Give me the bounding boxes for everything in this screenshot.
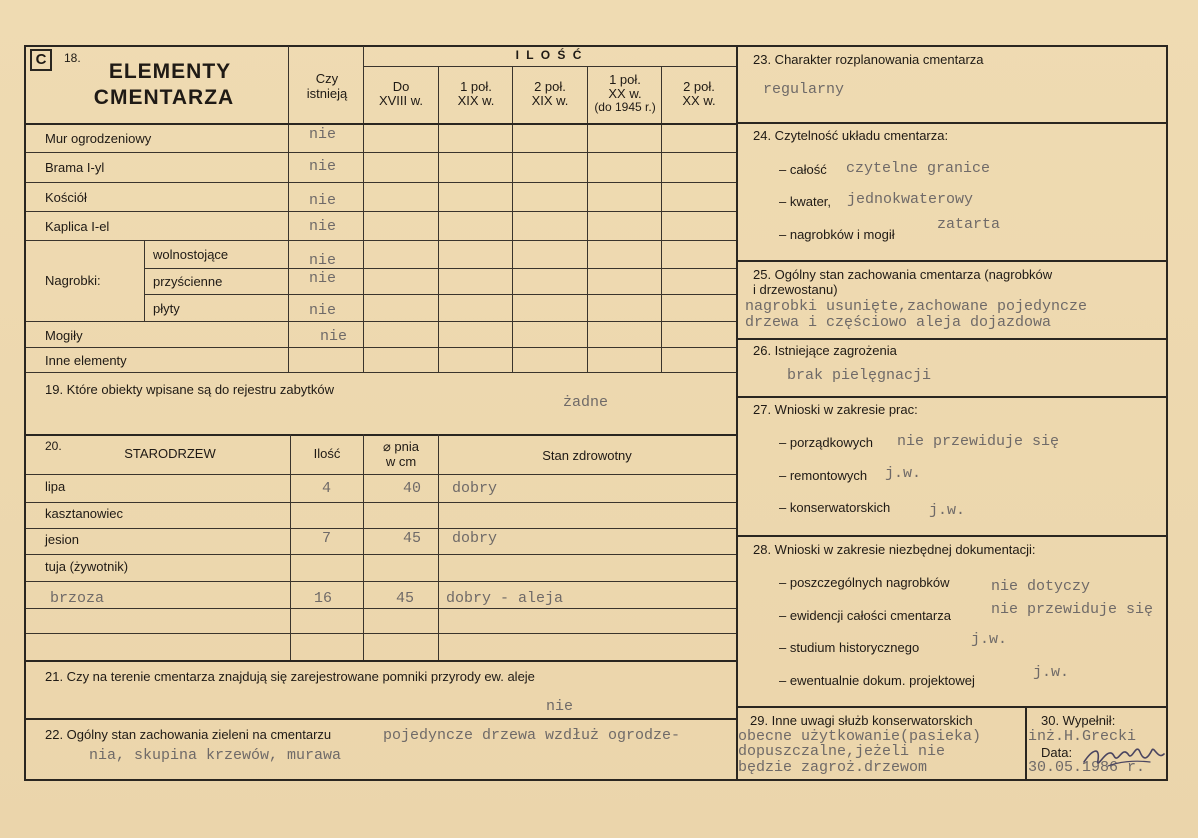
- section-title: STARODRZEW: [124, 446, 216, 461]
- item-label: – konserwatorskich: [779, 500, 891, 515]
- row-label: Kościół: [45, 190, 87, 205]
- column-header: XIX w.: [457, 93, 495, 108]
- typed-value: dopuszczalne,jeżeli nie: [738, 743, 946, 760]
- tree-name: lipa: [45, 479, 66, 494]
- grid-line: [26, 182, 736, 183]
- item-label: – całość: [779, 162, 827, 177]
- grid-line: [737, 706, 1167, 708]
- column-header: XX w.: [682, 93, 716, 108]
- grid-line: [26, 211, 736, 212]
- grid-line: [26, 581, 736, 582]
- item-label: – ewidencji całości cmentarza: [779, 608, 951, 623]
- column-header: 1 poł.: [460, 79, 492, 94]
- column-header: w cm: [385, 454, 417, 469]
- typed-value: nie dotyczy: [991, 578, 1091, 595]
- grid-line: [26, 608, 736, 609]
- tree-name: tuja (żywotnik): [45, 559, 129, 574]
- card-letter: C: [30, 49, 52, 71]
- grid-line: [26, 123, 736, 125]
- section-label: 23. Charakter rozplanowania cmentarza: [753, 52, 984, 67]
- section-number: 20.: [45, 439, 62, 453]
- grid-line: [26, 347, 736, 348]
- column-header: I L O Ś Ć: [515, 48, 584, 62]
- typed-value: inż.H.Grecki: [1028, 728, 1137, 745]
- typed-value: pojedyncze drzewa wzdłuż ogrodze-: [383, 727, 681, 744]
- typed-value: czytelne granice: [846, 160, 991, 177]
- tree-name: kasztanowiec: [45, 506, 124, 521]
- grid-line: [737, 535, 1167, 537]
- row-label: przyścienne: [153, 274, 223, 289]
- typed-value: nie przewiduje się: [991, 601, 1154, 618]
- column-header: istnieją: [306, 86, 348, 101]
- grid-line: [26, 718, 736, 720]
- section-label: 26. Istniejące zagrożenia: [753, 343, 897, 358]
- column-header: Do: [392, 79, 410, 94]
- grid-line: [26, 660, 736, 662]
- grid-line: [26, 528, 736, 529]
- grid-line: [144, 268, 736, 269]
- typed-value: 30.05.1986 r.: [1028, 759, 1146, 776]
- grid-line: [438, 434, 439, 660]
- column-divider: [736, 46, 738, 780]
- typed-value: będzie zagroż.drzewom: [738, 759, 928, 776]
- grid-line: [737, 396, 1167, 398]
- grid-line: [438, 66, 439, 372]
- section-label: 21. Czy na terenie cmentarza znajdują się zarejestrowane pomniki przyrody ew. aleje: [45, 669, 535, 684]
- typed-value: nie: [546, 698, 574, 715]
- section-title: CMENTARZA: [93, 86, 235, 109]
- grid-line: [144, 294, 736, 295]
- grid-line: [26, 554, 736, 555]
- item-label: – ewentualnie dokum. projektowej: [779, 673, 975, 688]
- item-label: – porządkowych: [779, 435, 873, 450]
- typed-value: dobry: [452, 530, 498, 547]
- typed-value: dobry - aleja: [446, 590, 564, 607]
- typed-value: nie: [309, 302, 337, 319]
- typed-value: nie: [309, 270, 337, 287]
- grid-line: [737, 122, 1167, 124]
- item-label: – poszczególnych nagrobków: [779, 575, 950, 590]
- typed-value: 16: [314, 590, 333, 607]
- typed-value: 45: [396, 590, 415, 607]
- typed-value: nie: [320, 328, 348, 345]
- column-header: XX w.: [608, 86, 642, 101]
- typed-value: nie: [309, 218, 337, 235]
- tree-name: brzoza: [50, 590, 105, 607]
- typed-value: 4: [322, 480, 332, 497]
- row-label: Mogiły: [45, 328, 83, 343]
- grid-line: [737, 260, 1167, 262]
- section-title: ELEMENTY: [108, 60, 232, 83]
- grid-line: [26, 502, 736, 503]
- typed-value: 45: [403, 530, 422, 547]
- typed-value: obecne użytkowanie(pasieka): [738, 728, 982, 745]
- tree-name: jesion: [45, 532, 79, 547]
- typed-value: j.w.: [971, 631, 1008, 648]
- typed-value: nia, skupina krzewów, murawa: [89, 747, 342, 764]
- grid-line: [26, 372, 736, 373]
- typed-value: zatarta: [937, 216, 1001, 233]
- column-header: Ilość: [313, 446, 341, 461]
- row-label: Brama I-yl: [45, 160, 105, 175]
- item-label: – remontowych: [779, 468, 868, 483]
- section-label: 27. Wnioski w zakresie prac:: [753, 402, 918, 417]
- section-label: 19. Które obiekty wpisane są do rejestru zabytków: [45, 382, 335, 397]
- row-label: płyty: [153, 301, 180, 316]
- typed-value: j.w.: [1033, 664, 1070, 681]
- section-label: 25. Ogólny stan zachowania cmentarza (nagrobków: [753, 267, 1053, 282]
- typed-value: nie przewiduje się: [897, 433, 1060, 450]
- grid-line: [26, 434, 736, 436]
- row-label: Nagrobki:: [45, 273, 101, 288]
- section-label: 29. Inne uwagi służb konserwatorskich: [750, 713, 973, 728]
- column-header: XIX w.: [531, 93, 569, 108]
- column-header: 2 poł.: [534, 79, 566, 94]
- grid-line: [363, 66, 736, 67]
- handwritten-signature: [1078, 732, 1174, 784]
- row-label: Inne elementy: [45, 353, 127, 368]
- column-header: XVIII w.: [378, 93, 424, 108]
- typed-value: j.w.: [929, 502, 966, 519]
- row-label: Mur ogrodzeniowy: [45, 131, 152, 146]
- section-label: i drzewostanu): [753, 282, 838, 297]
- grid-line: [288, 46, 289, 372]
- column-header: Stan zdrowotny: [542, 448, 632, 463]
- column-header: Czy: [315, 71, 339, 86]
- typed-value: drzewa i częściowo aleja dojazdowa: [745, 314, 1052, 331]
- typed-value: 40: [403, 480, 422, 497]
- section-number: 18.: [64, 51, 81, 65]
- typed-value: dobry: [452, 480, 498, 497]
- typed-value: nagrobki usunięte,zachowane pojedyncze: [745, 298, 1088, 315]
- typed-value: nie: [309, 252, 337, 269]
- row-label: wolnostojące: [153, 247, 229, 262]
- typed-value: brak pielęgnacji: [787, 367, 932, 384]
- grid-line: [737, 338, 1167, 340]
- grid-line: [26, 474, 736, 475]
- column-header: ⌀ pnia: [382, 439, 420, 454]
- section-label: Data:: [1041, 745, 1073, 760]
- column-header: (do 1945 r.): [594, 100, 656, 114]
- item-label: – kwater,: [779, 194, 832, 209]
- column-header: 2 poł.: [683, 79, 715, 94]
- item-label: – studium historycznego: [779, 640, 920, 655]
- section-label: 30. Wypełnił:: [1041, 713, 1116, 728]
- typed-value: nie: [309, 192, 337, 209]
- typed-value: żadne: [563, 394, 609, 411]
- section-label: 28. Wnioski w zakresie niezbędnej dokumentacji:: [753, 542, 1036, 557]
- grid-line: [144, 241, 145, 321]
- typed-value: regularny: [763, 81, 845, 98]
- section-label: 24. Czytelność układu cmentarza:: [753, 128, 949, 143]
- item-label: – nagrobków i mogił: [779, 227, 895, 242]
- grid-line: [26, 240, 736, 241]
- row-label: Kaplica I-el: [45, 219, 110, 234]
- grid-line: [512, 66, 513, 372]
- typed-value: jednokwaterowy: [847, 191, 974, 208]
- grid-line: [26, 152, 736, 153]
- grid-line: [290, 434, 291, 660]
- grid-line: [26, 321, 736, 322]
- typed-value: nie: [309, 126, 337, 143]
- typed-value: 7: [322, 530, 332, 547]
- section-label: 22. Ogólny stan zachowania zieleni na cmentarzu: [45, 727, 332, 742]
- column-header: 1 poł.: [609, 72, 641, 87]
- typed-value: nie: [309, 158, 337, 175]
- grid-line: [26, 633, 736, 634]
- grid-line: [1025, 706, 1027, 780]
- typed-value: j.w.: [885, 465, 922, 482]
